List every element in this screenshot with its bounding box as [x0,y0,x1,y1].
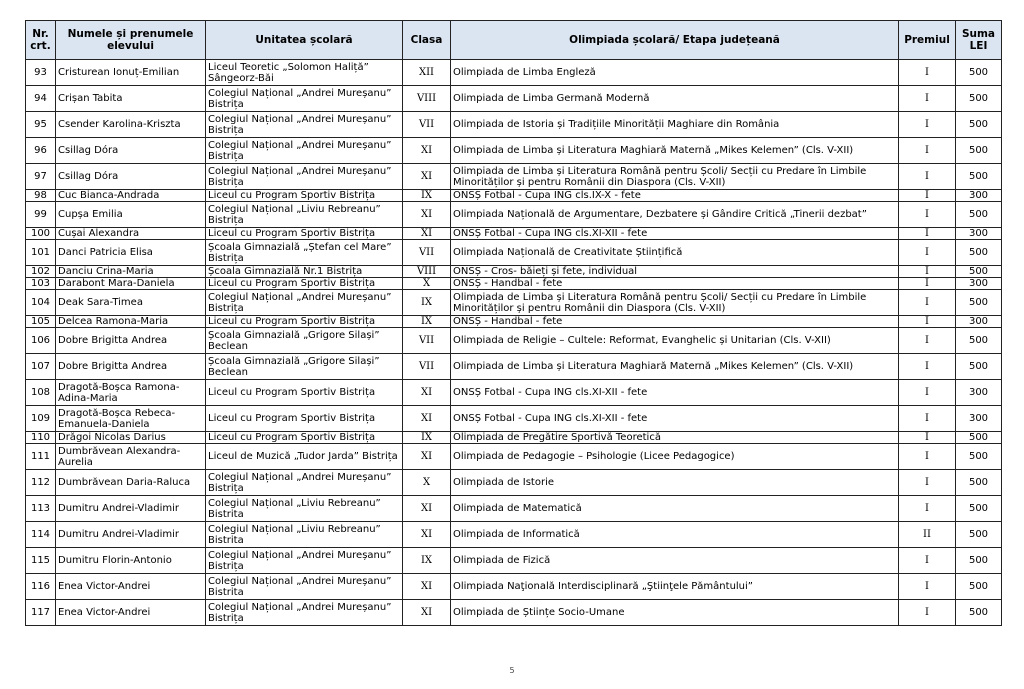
class-grade: IX [403,432,451,444]
prize-sum: 500 [956,444,1002,470]
class-grade: VII [403,328,451,354]
row-number: 107 [26,354,56,380]
olympiad-name: ONSȘ Fotbal - Cupa ING cls.XI-XII - fete [451,380,899,406]
class-grade: XI [403,202,451,228]
class-grade: XI [403,444,451,470]
school-name: Liceul de Muzică „Tudor Jarda” Bistrița [206,444,403,470]
table-row [26,138,1002,164]
student-name: Dragotă-Boșca Ramona-Adina-Maria [56,380,206,406]
row-number: 105 [26,316,56,328]
row-number: 112 [26,470,56,496]
prize-sum: 300 [956,228,1002,240]
student-name: Dobre Brigitta Andrea [56,328,206,354]
row-number: 100 [26,228,56,240]
prize-rank: I [899,432,956,444]
awards-table [25,20,1002,626]
class-grade: IX [403,290,451,316]
class-grade: XI [403,574,451,600]
prize-sum: 300 [956,406,1002,432]
school-name: Colegiul Național „Andrei Mureșanu” Bistrița [206,600,403,626]
table-row [26,228,1002,240]
class-grade: XI [403,380,451,406]
school-name: Colegiul Național „Andrei Mureșanu” Bistrița [206,112,403,138]
row-number: 95 [26,112,56,138]
olympiad-name: Olimpiada de Limba Germană Modernă [451,86,899,112]
school-name: Colegiul Național „Andrei Mureșanu” Bistrița [206,86,403,112]
olympiad-name: Olimpiada de Fizică [451,548,899,574]
prize-rank: I [899,354,956,380]
row-number: 98 [26,190,56,202]
student-name: Enea Victor-Andrei [56,574,206,600]
student-name: Dumbrăvean Alexandra-Aurelia [56,444,206,470]
prize-sum: 500 [956,328,1002,354]
student-name: Cuc Bianca-Andrada [56,190,206,202]
prize-sum: 500 [956,470,1002,496]
school-name: Colegiul Național „Liviu Rebreanu” Bistrita [206,496,403,522]
table-row [26,444,1002,470]
olympiad-name: Olimpiada de Limba și Literatura Maghiară Maternă „Mikes Kelemen” (Cls. V-XII) [451,354,899,380]
prize-rank: I [899,328,956,354]
class-grade: XI [403,138,451,164]
prize-sum: 500 [956,164,1002,190]
olympiad-name: Olimpiada de Limba și Literatura Română pentru Școli/ Secții cu Predare în Limbile Minorităților și pentru Românii din Diaspora (Cls. V-XII) [451,164,899,190]
row-number: 117 [26,600,56,626]
prize-rank: I [899,60,956,86]
prize-rank: I [899,266,956,278]
prize-sum: 500 [956,60,1002,86]
prize-rank: I [899,316,956,328]
row-number: 94 [26,86,56,112]
table-row [26,112,1002,138]
student-name: Dumbrăvean Daria-Raluca [56,470,206,496]
student-name: Drăgoi Nicolas Darius [56,432,206,444]
school-name: Liceul cu Program Sportiv Bistrița [206,316,403,328]
prize-sum: 500 [956,86,1002,112]
row-number: 96 [26,138,56,164]
school-name: Colegiul Național „Liviu Rebreanu” Bistrița [206,202,403,228]
prize-sum: 300 [956,380,1002,406]
header-school: Unitatea școlară [206,21,403,60]
table-row [26,290,1002,316]
student-name: Danciu Crina-Maria [56,266,206,278]
prize-sum: 500 [956,600,1002,626]
prize-rank: I [899,278,956,290]
table-row [26,470,1002,496]
row-number: 110 [26,432,56,444]
page-number: 5 [509,666,515,675]
student-name: Dobre Brigitta Andrea [56,354,206,380]
prize-rank: I [899,86,956,112]
row-number: 99 [26,202,56,228]
table-row [26,316,1002,328]
olympiad-name: Olimpiada de Pregătire Sportivă Teoretică [451,432,899,444]
school-name: Liceul cu Program Sportiv Bistrița [206,278,403,290]
class-grade: XII [403,60,451,86]
student-name: Dumitru Florin-Antonio [56,548,206,574]
row-number: 97 [26,164,56,190]
header-prize: Premiul [899,21,956,60]
prize-sum: 300 [956,190,1002,202]
prize-sum: 500 [956,290,1002,316]
student-name: Cupșa Emilia [56,202,206,228]
school-name: Colegiul Național „Andrei Mureșanu” Bistrița [206,470,403,496]
school-name: Colegiul Național „Andrei Mureșanu” Bistrița [206,138,403,164]
table-row [26,202,1002,228]
table-row [26,406,1002,432]
olympiad-name: Olimpiada Națională de Creativitate Științifică [451,240,899,266]
row-number: 116 [26,574,56,600]
header-nr: Nr. crt. [26,21,56,60]
class-grade: XI [403,164,451,190]
row-number: 113 [26,496,56,522]
class-grade: VIII [403,266,451,278]
class-grade: X [403,470,451,496]
school-name: Școala Gimnazială „Ștefan cel Mare” Bistrița [206,240,403,266]
student-name: Cristurean Ionuț-Emilian [56,60,206,86]
table-row [26,86,1002,112]
table-row [26,548,1002,574]
prize-rank: II [899,522,956,548]
class-grade: XI [403,406,451,432]
table-row [26,380,1002,406]
student-name: Csillag Dóra [56,138,206,164]
student-name: Danci Patricia Elisa [56,240,206,266]
class-grade: IX [403,548,451,574]
table-row [26,522,1002,548]
header-name: Numele și prenumele elevului [56,21,206,60]
row-number: 115 [26,548,56,574]
student-name: Darabont Mara-Daniela [56,278,206,290]
school-name: Școala Gimnazială Nr.1 Bistrița [206,266,403,278]
olympiad-name: Olimpiada Națională de Argumentare, Dezbatere și Gândire Critică „Tinerii dezbat” [451,202,899,228]
olympiad-name: Olimpiada de Limba și Literatura Română pentru Școli/ Secții cu Predare în Limbile Minorităților și pentru Românii din Diaspora (Cls. V-XII) [451,290,899,316]
class-grade: XI [403,600,451,626]
prize-sum: 500 [956,574,1002,600]
class-grade: VII [403,240,451,266]
row-number: 103 [26,278,56,290]
row-number: 114 [26,522,56,548]
student-name: Dumitru Andrei-Vladimir [56,496,206,522]
prize-rank: I [899,380,956,406]
prize-rank: I [899,240,956,266]
row-number: 106 [26,328,56,354]
header-olympiad: Olimpiada școlară/ Etapa județeană [451,21,899,60]
prize-rank: I [899,470,956,496]
table-row [26,60,1002,86]
student-name: Dumitru Andrei-Vladimir [56,522,206,548]
school-name: Școala Gimnazială „Grigore Silași” Beclean [206,354,403,380]
prize-sum: 500 [956,112,1002,138]
table-row [26,190,1002,202]
prize-rank: I [899,202,956,228]
class-grade: XI [403,522,451,548]
header-clasa: Clasa [403,21,451,60]
prize-rank: I [899,164,956,190]
prize-sum: 500 [956,266,1002,278]
student-name: Csillag Dóra [56,164,206,190]
olympiad-name: Olimpiada de Informatică [451,522,899,548]
table-row [26,432,1002,444]
prize-rank: I [899,290,956,316]
olympiad-name: ONSȘ Fotbal - Cupa ING cls.XI-XII - fete [451,228,899,240]
class-grade: X [403,278,451,290]
prize-rank: I [899,228,956,240]
row-number: 111 [26,444,56,470]
table-row [26,496,1002,522]
prize-rank: I [899,548,956,574]
student-name: Cușai Alexandra [56,228,206,240]
prize-sum: 500 [956,202,1002,228]
header-sum: Suma LEI [956,21,1002,60]
table-row [26,240,1002,266]
school-name: Colegiul Național „Andrei Mureșanu” Bistrita [206,574,403,600]
prize-rank: I [899,190,956,202]
class-grade: IX [403,190,451,202]
student-name: Enea Victor-Andrei [56,600,206,626]
row-number: 104 [26,290,56,316]
row-number: 109 [26,406,56,432]
prize-rank: I [899,406,956,432]
prize-rank: I [899,496,956,522]
prize-rank: I [899,444,956,470]
prize-rank: I [899,600,956,626]
olympiad-name: Olimpiada de Matematică [451,496,899,522]
table-row [26,278,1002,290]
table-row [26,164,1002,190]
prize-sum: 500 [956,240,1002,266]
school-name: Liceul cu Program Sportiv Bistrița [206,432,403,444]
olympiad-name: Olimpiada de Limba și Literatura Maghiară Maternă „Mikes Kelemen” (Cls. V-XII) [451,138,899,164]
student-name: Crișan Tabita [56,86,206,112]
table-header-row [26,21,1002,60]
school-name: Școala Gimnazială „Grigore Silași” Beclean [206,328,403,354]
school-name: Liceul cu Program Sportiv Bistrița [206,228,403,240]
olympiad-name: ONSȘ - Handbal - fete [451,316,899,328]
prize-sum: 500 [956,548,1002,574]
olympiad-name: ONSȘ - Handbal - fete [451,278,899,290]
row-number: 101 [26,240,56,266]
table-row [26,574,1002,600]
student-name: Delcea Ramona-Maria [56,316,206,328]
prize-sum: 500 [956,138,1002,164]
table-row [26,600,1002,626]
row-number: 102 [26,266,56,278]
olympiad-name: Olimpiada de Istoria și Tradițiile Minorității Maghiare din România [451,112,899,138]
class-grade: VII [403,354,451,380]
prize-rank: I [899,112,956,138]
olympiad-name: ONSȘ Fotbal - Cupa ING cls.XI-XII - fete [451,406,899,432]
class-grade: VII [403,112,451,138]
table-body [26,60,1002,626]
olympiad-name: Olimpiada Naţională Interdisciplinară „Ştiinţele Pământului” [451,574,899,600]
row-number: 93 [26,60,56,86]
olympiad-name: ONSȘ - Cros- băieți și fete, individual [451,266,899,278]
olympiad-name: Olimpiada de Științe Socio-Umane [451,600,899,626]
school-name: Liceul Teoretic „Solomon Haliță” Sângeorz-Băi [206,60,403,86]
school-name: Colegiul Național „Andrei Mureșanu” Bistrița [206,164,403,190]
class-grade: IX [403,316,451,328]
prize-rank: I [899,138,956,164]
student-name: Dragotă-Boșca Rebeca-Emanuela-Daniela [56,406,206,432]
prize-sum: 500 [956,496,1002,522]
student-name: Deak Sara-Timea [56,290,206,316]
prize-sum: 300 [956,316,1002,328]
class-grade: XI [403,228,451,240]
school-name: Liceul cu Program Sportiv Bistrița [206,406,403,432]
olympiad-name: Olimpiada de Istorie [451,470,899,496]
olympiad-name: Olimpiada de Limba Engleză [451,60,899,86]
class-grade: VIII [403,86,451,112]
table-row [26,354,1002,380]
prize-sum: 500 [956,522,1002,548]
school-name: Liceul cu Program Sportiv Bistrița [206,380,403,406]
class-grade: XI [403,496,451,522]
prize-sum: 300 [956,278,1002,290]
table-row [26,266,1002,278]
row-number: 108 [26,380,56,406]
student-name: Csender Karolina-Kriszta [56,112,206,138]
school-name: Colegiul Național „Andrei Mureșanu” Bistrița [206,290,403,316]
prize-rank: I [899,574,956,600]
school-name: Colegiul Național „Andrei Mureșanu” Bistrița [206,548,403,574]
prize-sum: 500 [956,432,1002,444]
olympiad-name: Olimpiada de Pedagogie – Psihologie (Licee Pedagogice) [451,444,899,470]
olympiad-name: ONSȘ Fotbal - Cupa ING cls.IX-X - fete [451,190,899,202]
school-name: Colegiul Național „Liviu Rebreanu” Bistrita [206,522,403,548]
table-row [26,328,1002,354]
school-name: Liceul cu Program Sportiv Bistrița [206,190,403,202]
prize-sum: 500 [956,354,1002,380]
olympiad-name: Olimpiada de Religie – Cultele: Reformat, Evanghelic și Unitarian (Cls. V-XII) [451,328,899,354]
